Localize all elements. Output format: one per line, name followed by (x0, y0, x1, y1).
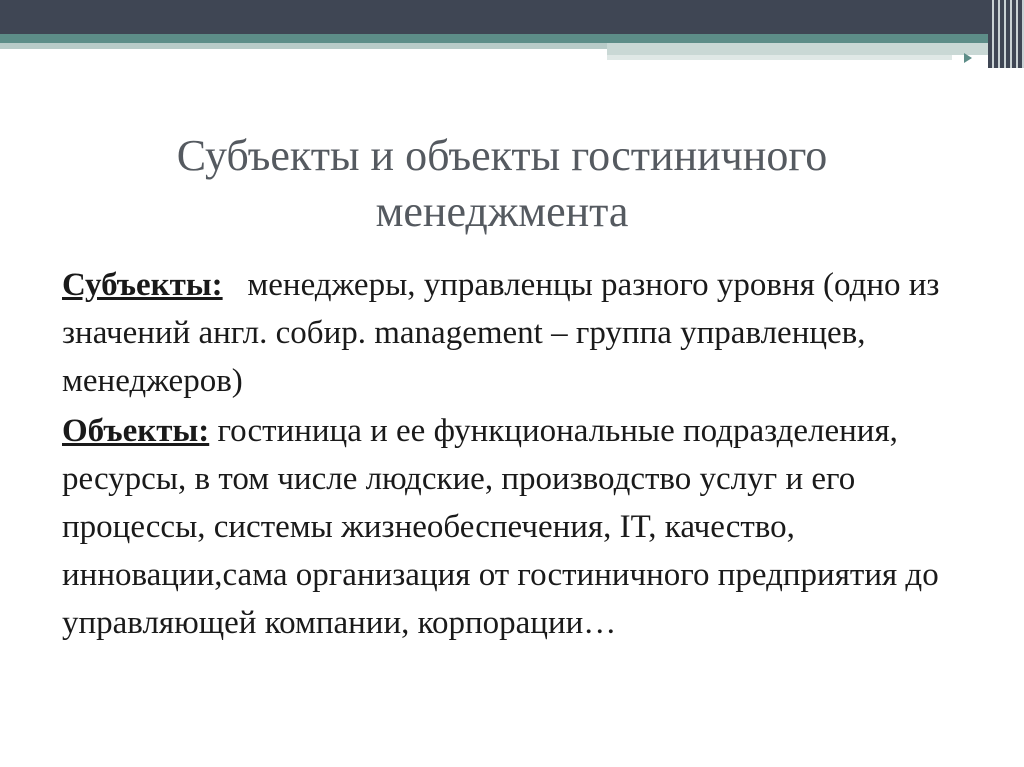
header-band-step-secondary (607, 55, 952, 60)
triangle-arrow-icon (964, 53, 972, 63)
objects-paragraph (62, 407, 982, 647)
objects-term: Объекты: (62, 413, 210, 449)
objects-text: гостиница и ее функциональные подразделения, ресурсы, в том числе людские, производство услуг и его процессы, системы жизнеобеспечения, IT, качество, инновации,сама организация от гостиничного предприятия до управляющей компании, корпорации… (62, 413, 939, 641)
subjects-term: Субъекты: (62, 267, 223, 303)
subjects-paragraph (62, 261, 982, 405)
header-stripes-decoration (988, 0, 1024, 68)
header-band-dark (0, 0, 1024, 34)
header-band-step (607, 43, 1024, 55)
slide-title-line-2: менеджмента (375, 187, 629, 236)
slide-title (80, 128, 924, 240)
subjects-text: менеджеры, управленцы разного уровня (одно из значений англ. собир. management – группа управленцев, менеджеров) (62, 267, 940, 399)
slide-body (62, 261, 982, 649)
slide-title-line-1: Субъекты и объекты гостиничного (176, 131, 828, 180)
header-band-teal (0, 34, 1024, 43)
